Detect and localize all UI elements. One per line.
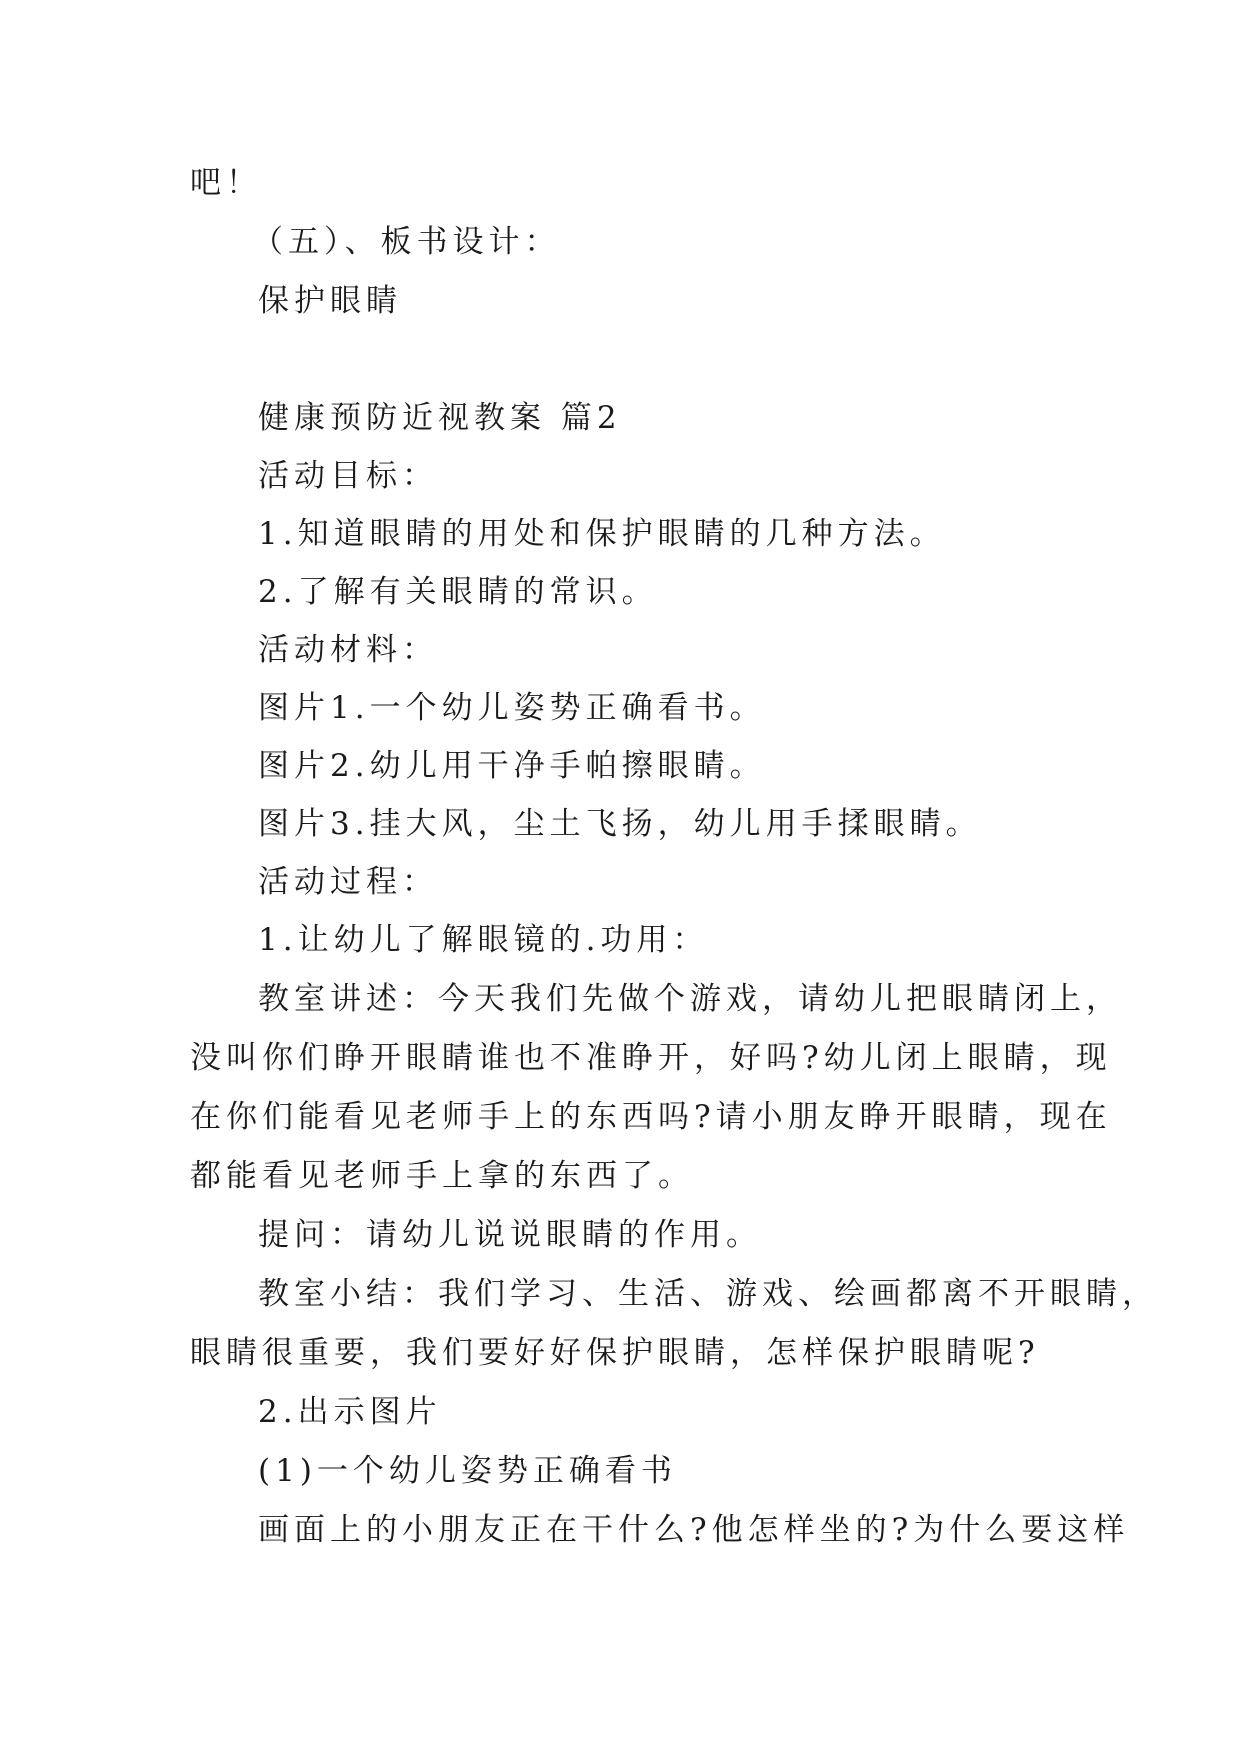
list-item: 图片2.幼儿用干净手帕擦眼睛。 <box>258 748 766 784</box>
paragraph-line: 提问：请幼儿说说眼睛的作用。 <box>258 1217 762 1253</box>
list-item: 1.让幼儿了解眼镜的.功用： <box>258 922 709 958</box>
paragraph-line: 教室小结：我们学习、生活、游戏、绘画都离不开眼睛， <box>258 1276 1158 1312</box>
list-item: 1.知道眼睛的用处和保护眼睛的几种方法。 <box>258 516 946 552</box>
list-item: 2.出示图片 <box>258 1394 442 1430</box>
section-heading: 活动材料： <box>258 632 438 668</box>
paragraph-line: 眼睛很重要，我们要好好保护眼睛，怎样保护眼睛呢? <box>190 1335 1040 1371</box>
list-item: 图片1.一个幼儿姿势正确看书。 <box>258 690 766 726</box>
section-heading: 活动过程： <box>258 864 438 900</box>
list-item: 2.了解有关眼睛的常识。 <box>258 574 658 610</box>
board-design-text: 保护眼睛 <box>258 283 402 319</box>
paragraph-line: 都能看见老师手上拿的东西了。 <box>190 1158 694 1194</box>
text-line: 吧！ <box>190 165 262 201</box>
list-item: (1)一个幼儿姿势正确看书 <box>258 1453 677 1489</box>
paragraph-line: 没叫你们睁开眼睛谁也不准睁开，好吗?幼儿闭上眼睛，现 <box>190 1040 1112 1076</box>
paragraph-line: 教室讲述：今天我们先做个游戏，请幼儿把眼睛闭上， <box>258 981 1122 1017</box>
lesson-title: 健康预防近视教案 篇2 <box>258 400 622 436</box>
section-heading: （五）、板书设计： <box>252 224 561 260</box>
list-item: 图片3.挂大风，尘土飞扬，幼儿用手揉眼睛。 <box>258 806 982 842</box>
paragraph-line: 画面上的小朋友正在干什么?他怎样坐的?为什么要这样 <box>258 1512 1130 1548</box>
section-heading: 活动目标： <box>258 458 438 494</box>
paragraph-line: 在你们能看见老师手上的东西吗?请小朋友睁开眼睛，现在 <box>190 1099 1112 1135</box>
